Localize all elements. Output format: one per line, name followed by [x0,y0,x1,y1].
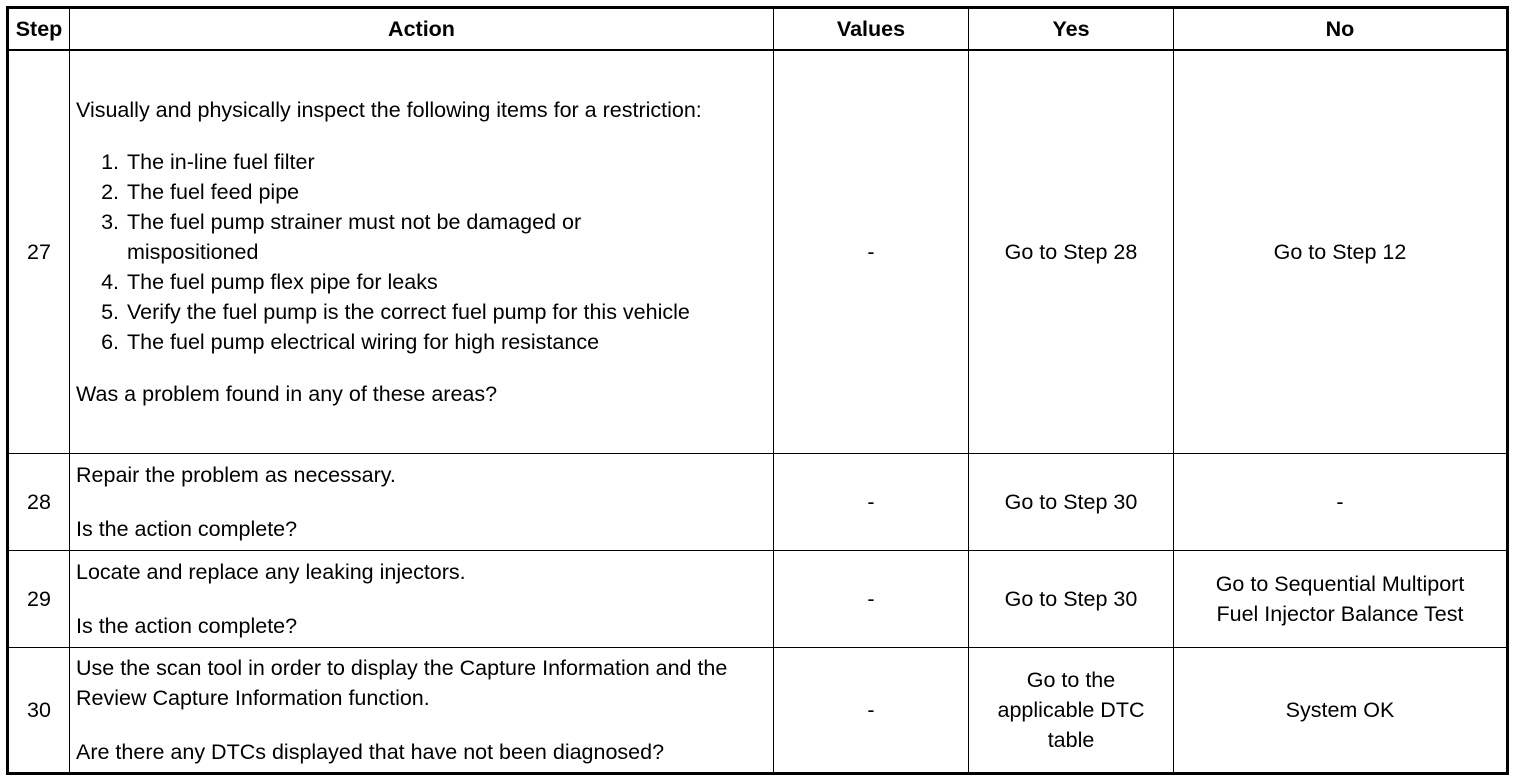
action-question: Is the action complete? [76,613,298,638]
action-cell [70,453,774,550]
action-question: Is the action complete? [76,516,298,541]
action-intro: Use the scan tool in order to display the Capture Information and the Review Capture Information function. [76,655,728,710]
yes-cell: Go to Step 28 [969,50,1174,453]
action-question: Are there any DTCs displayed that have not been diagnosed? [76,739,665,764]
values-cell: - [774,453,969,550]
table-row [8,550,1508,647]
action-cell [70,50,774,453]
no-cell: - [1174,453,1508,550]
no-line: Fuel Injector Balance Test [1216,601,1464,626]
list-item: 4. The fuel pump flex pipe for leaks [125,267,767,297]
table-row [8,453,1508,550]
header-action: Action [70,8,774,51]
table-row [8,50,1508,453]
inspection-list [76,147,767,357]
list-item: 2. The fuel feed pipe [125,177,767,207]
action-intro: Locate and replace any leaking injectors. [76,559,466,584]
values-cell: - [774,550,969,647]
header-no: No [1174,8,1508,51]
header-values: Values [774,8,969,51]
yes-cell [969,647,1174,773]
diagnostic-table-wrapper [6,6,1509,775]
list-item: 1. The in-line fuel filter [125,147,767,177]
action-intro: Repair the problem as necessary. [76,462,396,487]
step-number: 30 [8,647,70,773]
yes-cell: Go to Step 30 [969,453,1174,550]
yes-line: applicable DTC [997,697,1145,722]
step-number: 27 [8,50,70,453]
action-question: Was a problem found in any of these areas? [76,381,498,406]
action-cell [70,647,774,773]
table-header-row [8,8,1508,51]
yes-line: table [1047,727,1095,752]
no-cell: Go to Step 12 [1174,50,1508,453]
diagnostic-table [6,6,1509,775]
header-step: Step [8,8,70,51]
values-cell: - [774,647,969,773]
step-number: 28 [8,453,70,550]
list-item: 6. The fuel pump electrical wiring for high resistance [125,327,767,357]
table-row [8,647,1508,773]
list-item: 3. The fuel pump strainer must not be damaged or mispositioned [125,207,767,267]
yes-cell: Go to Step 30 [969,550,1174,647]
no-cell: System OK [1174,647,1508,773]
action-intro: Visually and physically inspect the following items for a restriction: [76,97,702,122]
header-yes: Yes [969,8,1174,51]
values-cell: - [774,50,969,453]
no-cell [1174,550,1508,647]
list-item: 5. Verify the fuel pump is the correct fuel pump for this vehicle [125,297,767,327]
action-cell [70,550,774,647]
no-line: Go to Sequential Multiport [1215,571,1465,596]
step-number: 29 [8,550,70,647]
yes-line: Go to the [1026,667,1116,692]
